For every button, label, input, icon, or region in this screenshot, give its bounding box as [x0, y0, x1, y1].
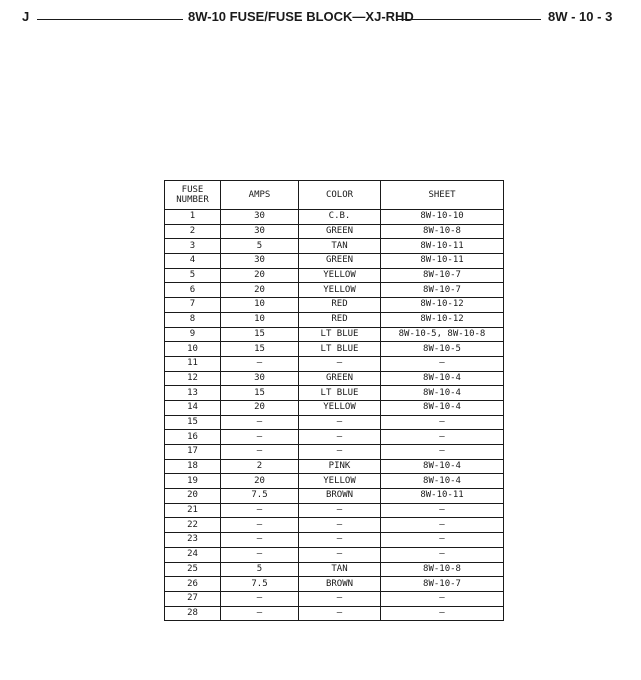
fuse-number-cell: 20 [165, 489, 221, 504]
amps-cell: 10 [221, 312, 299, 327]
color-cell: LT BLUE [299, 386, 381, 401]
fuse-number-cell: 19 [165, 474, 221, 489]
fuse-number-cell: 13 [165, 386, 221, 401]
color-cell: GREEN [299, 371, 381, 386]
table-row [165, 533, 504, 548]
fuse-number-cell: 2 [165, 224, 221, 239]
fuse-number-cell: 7 [165, 298, 221, 313]
sheet-cell: 8W-10-4 [381, 386, 504, 401]
sheet-cell: 8W-10-12 [381, 298, 504, 313]
sheet-cell: — [381, 356, 504, 371]
page-title: 8W-10 FUSE/FUSE BLOCK—XJ-RHD [188, 9, 414, 24]
color-cell: — [299, 445, 381, 460]
sheet-cell: 8W-10-7 [381, 283, 504, 298]
fuse-number-cell: 9 [165, 327, 221, 342]
section-letter: J [22, 9, 30, 24]
sheet-cell: — [381, 547, 504, 562]
table-row [165, 577, 504, 592]
color-cell: YELLOW [299, 400, 381, 415]
fuse-number-cell: 21 [165, 503, 221, 518]
sheet-cell: 8W-10-10 [381, 210, 504, 225]
amps-cell: — [221, 430, 299, 445]
sheet-cell: 8W-10-7 [381, 577, 504, 592]
amps-cell: 2 [221, 459, 299, 474]
sheet-cell: 8W-10-5 [381, 342, 504, 357]
fuse-table [164, 180, 504, 621]
table-row [165, 342, 504, 357]
table-row [165, 268, 504, 283]
sheet-cell: 8W-10-7 [381, 268, 504, 283]
sheet-cell: — [381, 591, 504, 606]
fuse-number-cell: 14 [165, 400, 221, 415]
header-rule-right [397, 19, 541, 20]
sheet-cell: — [381, 533, 504, 548]
fuse-number-cell: 18 [165, 459, 221, 474]
amps-cell: — [221, 547, 299, 562]
fuse-number-cell: 26 [165, 577, 221, 592]
table-row [165, 474, 504, 489]
color-cell: — [299, 606, 381, 621]
sheet-cell: — [381, 606, 504, 621]
column-header-color: COLOR [299, 181, 381, 210]
amps-cell: 30 [221, 254, 299, 269]
column-header-amps: AMPS [221, 181, 299, 210]
table-row [165, 547, 504, 562]
table-row [165, 312, 504, 327]
amps-cell: — [221, 503, 299, 518]
color-cell: TAN [299, 562, 381, 577]
table-row [165, 430, 504, 445]
amps-cell: 15 [221, 386, 299, 401]
color-cell: BROWN [299, 577, 381, 592]
table-row [165, 459, 504, 474]
amps-cell: 20 [221, 474, 299, 489]
color-cell: PINK [299, 459, 381, 474]
page-number: 8W - 10 - 3 [548, 9, 613, 24]
color-cell: — [299, 533, 381, 548]
table-row [165, 356, 504, 371]
color-cell: RED [299, 312, 381, 327]
table-row [165, 224, 504, 239]
sheet-cell: 8W-10-11 [381, 239, 504, 254]
color-cell: LT BLUE [299, 342, 381, 357]
table-row [165, 606, 504, 621]
fuse-number-cell: 17 [165, 445, 221, 460]
sheet-cell: 8W-10-8 [381, 224, 504, 239]
table-row [165, 327, 504, 342]
color-cell: — [299, 356, 381, 371]
table-row [165, 415, 504, 430]
fuse-number-cell: 3 [165, 239, 221, 254]
fuse-number-cell: 5 [165, 268, 221, 283]
amps-cell: — [221, 445, 299, 460]
color-cell: — [299, 547, 381, 562]
fuse-number-cell: 6 [165, 283, 221, 298]
sheet-cell: — [381, 430, 504, 445]
color-cell: YELLOW [299, 268, 381, 283]
amps-cell: 5 [221, 562, 299, 577]
column-header-fuse-number: FUSE NUMBER [165, 181, 221, 210]
fuse-number-cell: 24 [165, 547, 221, 562]
amps-cell: 5 [221, 239, 299, 254]
table-row [165, 445, 504, 460]
amps-cell: 30 [221, 224, 299, 239]
fuse-number-cell: 11 [165, 356, 221, 371]
amps-cell: — [221, 591, 299, 606]
amps-cell: — [221, 356, 299, 371]
column-header-sheet: SHEET [381, 181, 504, 210]
page-header [0, 0, 641, 40]
amps-cell: — [221, 518, 299, 533]
sheet-cell: 8W-10-4 [381, 474, 504, 489]
sheet-cell: — [381, 518, 504, 533]
table-header-row [165, 181, 504, 210]
amps-cell: — [221, 533, 299, 548]
table-row [165, 371, 504, 386]
table-row [165, 239, 504, 254]
amps-cell: 20 [221, 268, 299, 283]
fuse-number-cell: 12 [165, 371, 221, 386]
fuse-table-body [165, 210, 504, 621]
fuse-number-cell: 23 [165, 533, 221, 548]
sheet-cell: 8W-10-12 [381, 312, 504, 327]
header-rule-left [37, 19, 183, 20]
table-row [165, 254, 504, 269]
color-cell: GREEN [299, 224, 381, 239]
amps-cell: 20 [221, 400, 299, 415]
amps-cell: — [221, 606, 299, 621]
fuse-number-cell: 28 [165, 606, 221, 621]
amps-cell: 30 [221, 371, 299, 386]
color-cell: — [299, 503, 381, 518]
amps-cell: 10 [221, 298, 299, 313]
color-cell: — [299, 518, 381, 533]
color-cell: RED [299, 298, 381, 313]
color-cell: TAN [299, 239, 381, 254]
fuse-number-cell: 25 [165, 562, 221, 577]
color-cell: C.B. [299, 210, 381, 225]
amps-cell: 15 [221, 327, 299, 342]
fuse-number-cell: 15 [165, 415, 221, 430]
amps-cell: 15 [221, 342, 299, 357]
color-cell: BROWN [299, 489, 381, 504]
sheet-cell: 8W-10-4 [381, 400, 504, 415]
amps-cell: — [221, 415, 299, 430]
fuse-number-cell: 10 [165, 342, 221, 357]
table-row [165, 591, 504, 606]
sheet-cell: 8W-10-11 [381, 254, 504, 269]
sheet-cell: 8W-10-4 [381, 371, 504, 386]
amps-cell: 30 [221, 210, 299, 225]
table-row [165, 503, 504, 518]
fuse-number-cell: 8 [165, 312, 221, 327]
fuse-number-cell: 1 [165, 210, 221, 225]
amps-cell: 20 [221, 283, 299, 298]
color-cell: — [299, 591, 381, 606]
sheet-cell: — [381, 503, 504, 518]
amps-cell: 7.5 [221, 489, 299, 504]
sheet-cell: 8W-10-11 [381, 489, 504, 504]
fuse-number-cell: 4 [165, 254, 221, 269]
color-cell: — [299, 430, 381, 445]
table-row [165, 298, 504, 313]
fuse-number-cell: 22 [165, 518, 221, 533]
color-cell: GREEN [299, 254, 381, 269]
fuse-number-cell: 16 [165, 430, 221, 445]
sheet-cell: 8W-10-4 [381, 459, 504, 474]
color-cell: YELLOW [299, 283, 381, 298]
fuse-number-cell: 27 [165, 591, 221, 606]
table-row [165, 489, 504, 504]
sheet-cell: 8W-10-8 [381, 562, 504, 577]
table-row [165, 283, 504, 298]
sheet-cell: — [381, 445, 504, 460]
amps-cell: 7.5 [221, 577, 299, 592]
sheet-cell: — [381, 415, 504, 430]
table-row [165, 518, 504, 533]
color-cell: — [299, 415, 381, 430]
sheet-cell: 8W-10-5, 8W-10-8 [381, 327, 504, 342]
color-cell: YELLOW [299, 474, 381, 489]
table-row [165, 562, 504, 577]
table-row [165, 386, 504, 401]
table-row [165, 210, 504, 225]
color-cell: LT BLUE [299, 327, 381, 342]
table-row [165, 400, 504, 415]
